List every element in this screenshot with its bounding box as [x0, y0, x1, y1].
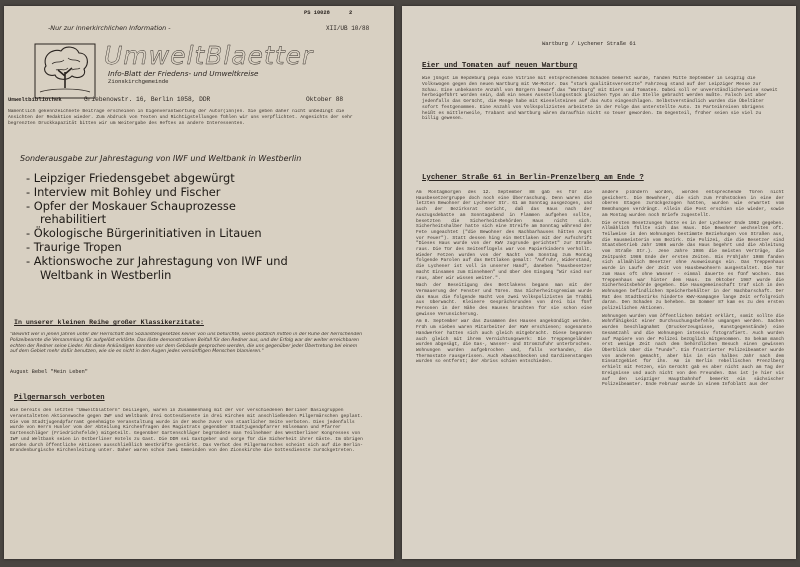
running-head: Wartburg / Lychener Straße 61 [542, 41, 636, 47]
library-name: Umweltbibliothek [8, 96, 62, 103]
intro-disclaimer [8, 109, 368, 145]
intro-text: Namentlich gekennzeichnete Beiträge erscheinen in Eigenverantwortung der Autor(inn)en. Sie geben daher nicht unbedingt die Ansichten der Redaktion wieder. Zum Abdruck von Texten und Richtigstellungen fühlen wir uns verpflichtet. Angesichts der sehr begrenzten Druckkapazität bitten wir um Weitergabe des Heftes an andere Interessenten. [8, 109, 353, 126]
page-left [4, 6, 394, 559]
masthead-title: UmweltBlaetter [104, 41, 314, 70]
article-lychener-column-right [602, 190, 784, 548]
parish-name: Zionskirchgemeinde [108, 78, 169, 85]
column-left-paragraph: Am 8. September war das Zusammen des Hauses angekündigt worden. Früh um sieben waren Mitarbeiter der KWV erschienen; sogenannte Handwerker hatten sich auch gleich mitgebracht. Diese begannen auch gleich mit ihrem Vernichtungswerk: Die Treppengeländer wurden abgesägt, die Gas-, Wasser- und Stromzufuhr unterbrochen. Wohnungen wurden aufgebrochen und, falls vorhanden, die Thermostate rausgerissen. Auch Abwaschbecken und Gardinenstangen wurden so entfernt; der Abriss schien entschieden. [416, 319, 592, 365]
top-note: -Nur zur innerkirchlichen Information - [48, 24, 171, 32]
archive-stamp-number: 2 [349, 10, 353, 16]
article-wartburg-text: Wie jüngst im Hepdeburg pepa eine Vitrine mit entsprechendem Schaden bemerkt wurde, fanden Mitte September in Leipzig die Volkswogen gegen den neuen Wartburg mit VW-Motor. Das "stark qualitätsversetzte" Fahrzeug stand auf der Leipziger Messe zur Schau. Eine unbekannte Anzahl von Bürgern bewarf das "Wartburg" mit Eiern und Tomaten. Dabei soll er unverständlicherweise soweit herbeigeführt worden sein, daß ein neues Ausstellungsstück gleichen Typs an die Stelle gebracht werden mußte. Falsch ist aber jedenfalls das Gerücht, die Menge habe mit Kieselsteinen auf das Auto eingeschlagen. Selbstverständlich wurden die Übeltäter sofort festgenommen. Eine Anzahl von Volkspolizisten arbeitete in der Folge das unterstellte Auto. In Parteikreisen übrigens heißt es mittlerweile, Trabant und Wartburg wären daraufhin nicht so teuer geworden. Im Gegenteil, früher seien sie viel zu billig gewesen. [422, 76, 778, 122]
masthead-subtitle: Info-Blatt der Friedens- und Umweltkreise [108, 69, 259, 78]
classic-quote-text: "Bewirkt wer in jenen Jahren unter der Herrschaft des Sozialistengesetzes keiner von uns befürchte, wenn plötzlich mitten in der Ruhe der herrschenden Polizeibeamte die Versammlung für aufgelöst erklärte. Das löste demonstrativen Beifall für den Redner aus, und der Erfolg war der weiter erreichbaren echten der Redner seine Lieder. Als diese Ankündigen konnten vor dem Gebäude gesprochen werden, die uns gegenüber jeder Übertretung bei einem auf dem Gebiet mehr dafür benutzen, wie sie es nicht in den Augen jedes vernünftigen Menschen blamieren." [10, 332, 363, 355]
classic-quote [10, 332, 366, 368]
column-right-paragraph: Wohnungen wurden vom öffentlichen Gebiet erklärt, somit sollte die Wohnfähigkeit einer Durchsuchungsbefehle umgangen werden. Sachen wurden beschlagnahmt (Druckerzeugnisse, Kunstgegenstände) eine Gesamtzahl und die Wohnungen intensiv fotografiert. Auch wurden auf Papiere von der Polizei bezüglich mitgenommen. So bekam manch erst wenige Zeit nach dem behördlichen Besuch einen gewissen Überblick über die "Funde". Ein frustrierter Polizeibeamter wurde von anderen gemacht, aber bis in ein halbes Jahr nach dem Einsatzgebiet für ihn. Am in Berlin rebellischen Prenzlberg erhielt mit Fetzen, ein Gerücht gab es aber nicht auch am Tag der Ereignisse und auch nicht von den Freunden. Das ist je hier vis auf den Leipziger Hauptbahnhof bemerkt ein sächsischer Polizeibeamter. Ende Februar wurde in einem Infoblatt aus der [602, 313, 784, 388]
column-right-paragraph: Die ersten Besetzungen hatte es in der Lychener Ende 1982 gegeben. Allmählich füllte sich das Haus. Die Bewohner wechselten oft. Teilweise in den Wohnungen bestimmte Beziehungen von Straßen aus, die Hausmeisterin vom Bezirk. Die Polizei, die die Besetzer sind Staatsbetrieb Jahr 1986 wurde das Haus begehrt und die Ableitung vom Straße Str.). Jene Jahre 1986 die meisten Verträge, die Zeitpunkt 1986 Ende der ersten Zeiten. Bis Frühjahr 1988 fanden sich allmählich Besetzer ohne Ausweisungs ein. Das Treppenhaus wurde in Laufe der Zeit von Hausbewohnern ausgestaltet. Die Tür zum Haus oft ohne Wasser - einmal dauerte es fünf Wochen. Das Treppenhaus war hinter dem Haus. Im Oktober 1987 wurde die Sicherheitsbehörde gegeben. Die Hausgemeinschaft traf sich in den Wohnungen befindlichen Speicherbehälter in der Nachbarschaft. Der Rat des Stadtbezirks hinderte KWV-Kampagne lange Zeit erfolgreich daran. Den Schaden zu beheben. Im Sommer 87 kam es zu den ersten polizeilichen Aktionen. [602, 220, 784, 312]
page-right [402, 6, 796, 559]
headline-3: - Opfer der Moskauer Schauprozesse [26, 199, 236, 213]
headline-1: - Leipziger Friedensgebet abgewürgt [26, 171, 235, 185]
pilgrim-article [10, 408, 370, 480]
column-left-paragraph: Am Montagmorgen des 12. September 88 gab es für die Hausbesetzergruppe doch noch eine Überraschung. Denn waren die letzten Bewohner der Lychener Str. 61 am Sonntag ausgezogen, und auch der Bezirksrat Gericht, daß das Haus nach der Auszugsdebatte am Sonntagabend in Flammen aufgehen sollte, besetzten die Sicherheitsbehörden Haus nicht sich. Sicherheitshalber hatte sich eine Streife am Sonntag während der Fete ungeachtet ("die Bewohner des Nachbarhauses hätten Angst vor Feuer"). Statt dessen hing ein Bettlaken mit der Aufschrift "Dieses Haus wurde von der KWV zugrunde gerichtet" zur Straße raus. Die Tür des Seitenflügels war von Papierkindern verhüllt. Wieder Fetzen wurden von der Nacht vom Sonntag zum Montag folgende Parolen auf das Bettlaken gemalt: "Aufruhr, Widerstand, die Lychener ist voll in unserer Hand", daneben "Hausbesetzer macht Einsamen zum Einnehmen" und über den Eingang "Wir sind nur raus, aber wir wissen weiter.". [416, 190, 592, 281]
section-quote-title: In unserer kleinen Reihe großer Klassikerzitate: [14, 319, 204, 326]
headline-6-cont: Weltbank in Westberlin [40, 268, 172, 282]
article-lychener-column-left [416, 190, 592, 548]
headline-5: - Traurige Tropen [26, 240, 122, 254]
headline-4: - Ökologische Bürgerinitiativen in Litauen [26, 226, 262, 240]
address: Griebenowstr. 16, Berlin 1058, DDR [84, 96, 211, 103]
archive-stamp: PS 10028 [304, 10, 330, 16]
issue-date: Oktober 88 [306, 96, 344, 103]
section-pilgrim-title: Pilgermarsch verboten [14, 394, 105, 402]
headline-2: - Interview mit Bohley und Fischer [26, 185, 221, 199]
article-wartburg [422, 76, 778, 148]
article-lychener-title: Lychener Straße 61 in Berlin-Prenzelberg am Ende ? [422, 174, 644, 182]
article-wartburg-title: Eier und Tomaten auf neuen Wartburg [422, 62, 578, 70]
column-left-paragraph: Nach der Beseitigung des Bettlakens begann man mit der Vermauerung der Fenster und Türen. Das Sicherheitsgremium wurde das Haus die folgende Nacht von zwei Volkspolizisten im Trabbi aus überwacht. Kleinere Gesprächsrunden von drei bis fünf Personen in der Nähe des Hauses brachten für sie schon eine gewisse Verunsicherung. [416, 283, 592, 317]
pilgrim-article-text: Wie bereits den letzten "Umweltblättern" beiliegen, waren in Zusammenhang mit der vor verschiedenen Berliner Basisgruppen veranstalteten Aktionswoche gegen IWF und Weltbank drei Gottesdienste in drei Kirchen mit anschließenden Pilgermärschen geplant. Die vom Stadtjugendpfarramt genehmigte Veranstaltung wurde in der Woche zuvor von staatlicher Seite verboten. Dies jedenfalls wurde von Herrn Hunler vom der Abteilung Kirchenfragen des Magistrats gegenüber Stadtjugendpfarrer Hülsemann und Pfarrer Gartenschläger (Friedrichsfelde) mitgeteilt. Gegenüber Gartenschläger begründete man Teilnehmer des Westberliner Kongresses von IWF und Weltbank seien in Ostberliner Hotels zu Gast. Die DDR sei Gastgeber und sorge für die Sicherheit ihrer Gäste. Im übrigen würden durch öffentliche Aktionen ausschließlich Westkräfte gestärkt. Das Verbot des Pilgermarsches scheint sich auf die Berlin-Brandenburgische Kirchenleitung unter. Daher waren schon zwei Gemeinden von den Zionskirche die Gottesdienste zurückgetreten. [10, 408, 363, 454]
special-edition-heading: Sonderausgabe zur Jahrestagung von IWF und Weltbank in Westberlin [20, 154, 302, 163]
quote-author: August Bebel "Mein Leben" [10, 369, 88, 375]
tree-logo-icon [34, 42, 96, 100]
column-right-paragraph: andere plündern worden, worden entsprechende Türen nicht gesichert. Die Bewohner, die sich zum Frühstücken in eine der oberen Etagen zurückgezogen hatten, wurden wie erwartet vom Bemühungen verdrängt. Allein die Post erschien nie wieder, sowie am Montag wurden noch Briefe zugestellt. [602, 190, 784, 218]
issue-reference: XII/UB 10/88 [326, 25, 370, 32]
headline-6: - Aktionswoche zur Jahrestagung von IWF und [26, 254, 288, 268]
headline-3-cont: rehabilitiert [40, 212, 107, 226]
